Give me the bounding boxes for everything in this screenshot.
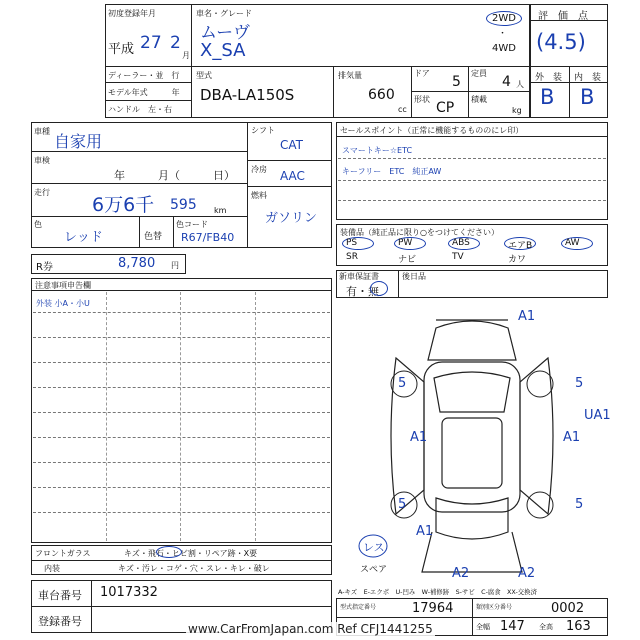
spare-circle-mark: レス [363,541,385,554]
windshield-options: キズ・飛石・ヒビ割・リペア跡・X要 [124,549,258,558]
damage-mark-right-door: A1 [563,430,581,445]
inspection-value: 年 月（ 日） [114,169,235,182]
damage-mark-wheel-rr: 5 [575,497,584,512]
drive-dot: ・ [498,29,508,39]
sales-title: セールスポイント（正常に機能するもののにレ印） [340,126,524,135]
later-items-label: 後日品 [402,272,426,281]
vehicle-type-label: 車種 [34,127,50,136]
notes-panel [31,278,332,543]
damage-mark-wheel-fr: 5 [575,376,584,391]
door-label: ドア [414,69,430,78]
displacement-value: 660 [368,87,395,103]
reg-month: 2 [170,33,181,53]
capacity-value: 4 [502,74,511,90]
reg-month-unit: 月 [182,51,190,60]
handle-label: ハンドル 左・右 [108,105,172,114]
windshield-chip-circle [156,546,182,558]
mileage-rest: 595 [170,197,197,213]
recycle-value: 8,780 [118,256,156,271]
payload-label: 積載 [471,95,487,104]
spare-label: スペア [360,565,388,575]
damage-mark-rear-left: A2 [452,566,470,581]
recycle-label: R券 [36,262,53,273]
mileage-unit: km [214,206,227,215]
damage-mark-left-door: A1 [410,430,428,445]
displacement-unit: cc [398,105,407,114]
shift-value: CAT [280,138,303,152]
car-grade: X_SA [200,40,246,61]
mileage-label: 走行 [34,188,50,197]
capacity-label: 定員 [471,69,487,78]
height-value: 163 [566,619,591,634]
model-year-label: モデル年式 年 [108,88,180,97]
width-value: 147 [500,619,525,634]
shape-value: CP [436,100,455,116]
ref1-value: 17964 [412,601,454,616]
color-label: 色 [34,220,42,229]
equipment-item: ABS [452,238,470,248]
reg-year: 27 [140,33,162,53]
warranty-value: 有・無 [346,285,379,298]
color-change-label: 色替 [144,232,163,242]
warranty-label: 新車保証書 [339,272,379,281]
first-reg-label: 初度登録年月 [108,9,156,18]
fuel-value: ガソリン [265,211,318,226]
equipment-title: 装備品（純正品に限り○をつけてください） [340,228,499,237]
drive-2wd: 2WD [492,13,516,24]
damage-mark-right-front: UA1 [584,408,611,423]
warranty-no-circle [370,281,388,296]
inspection-label: 車検 [34,156,50,165]
equipment-item: カワ [508,255,527,265]
color-code: R67/FB40 [181,231,235,244]
equipment-item: TV [452,252,464,262]
damage-mark-wheel-rl: 5 [398,497,407,512]
notes-line1: 外装 小A・小U [36,299,90,308]
sales-line2: キーフリー ETC 純正AW [342,167,442,176]
interior-grade: B [580,85,595,109]
capacity-unit: 人 [516,80,524,89]
ref1-label: 型式指定番号 [340,604,377,611]
ref2-value: 0002 [551,601,585,616]
exterior-grade: B [540,85,555,109]
windshield-label: フロントガラス [35,549,91,558]
drive-4wd: 4WD [492,43,516,54]
height-label: 全高 [539,623,553,631]
equipment-item: エアB [508,241,533,251]
interior-cond-label: 内装 [44,564,60,573]
reg-era: 平成 [108,42,135,57]
shape-label: 形状 [414,95,430,104]
color-code-label: 色コード [176,220,208,229]
equipment-item: ナビ [398,255,417,265]
width-label: 全幅 [476,623,490,631]
shift-label: シフト [251,126,275,135]
car-name: ムーヴ [200,23,251,43]
doors-value: 5 [452,74,461,90]
watermark-text: www.CarFromJapan.com Ref CFJ1441255 [188,622,433,636]
notes-label: 注意事項申告欄 [35,281,91,290]
sales-line1: スマートキー☆ETC [342,146,413,155]
recycle-unit: 円 [171,261,179,270]
score-label: 評 価 点 [538,11,588,22]
chassis-value: 1017332 [100,585,158,600]
interior-label: 内 装 [574,73,602,83]
type-label: 型式 [196,71,212,80]
score-value: (4.5) [536,30,586,54]
ref2-label: 類別区分番号 [476,604,513,611]
equipment-item: AW [565,238,580,248]
fuel-label: 燃料 [251,191,267,200]
damage-mark-rear-right: A2 [518,566,536,581]
name-grade-label: 車名・グレード [196,9,252,18]
chassis-label: 車台番号 [38,589,82,602]
exterior-label: 外 装 [535,73,563,83]
recycle-panel [31,254,186,274]
damage-legend: A-キズ E-エクボ U-凹み W-補修跡 S-サビ C-腐食 XX-交換済 [338,588,537,596]
damage-mark-left-rear: A1 [416,524,434,539]
payload-unit: kg [512,106,522,115]
damage-mark-wheel-fl: 5 [398,376,407,391]
vehicle-type-value: 自家用 [54,132,103,151]
equipment-item: SR [346,252,358,262]
damage-mark-front: A1 [518,309,536,324]
reg-number-label: 登録番号 [38,615,82,628]
equipment-item: PW [398,238,413,248]
dealer-label: ディーラー・並 行 [108,71,180,80]
displacement-label: 排気量 [338,71,362,80]
equipment-item: PS [346,238,358,248]
model-code: DBA-LA150S [200,86,295,104]
color-value: レッド [64,230,103,245]
mileage-value: 6万6千 [92,194,155,216]
interior-cond-options: キズ・汚レ・コゲ・穴・スレ・キレ・破レ [118,564,270,573]
ac-value: AAC [280,169,305,183]
ac-label: 冷房 [251,165,267,174]
